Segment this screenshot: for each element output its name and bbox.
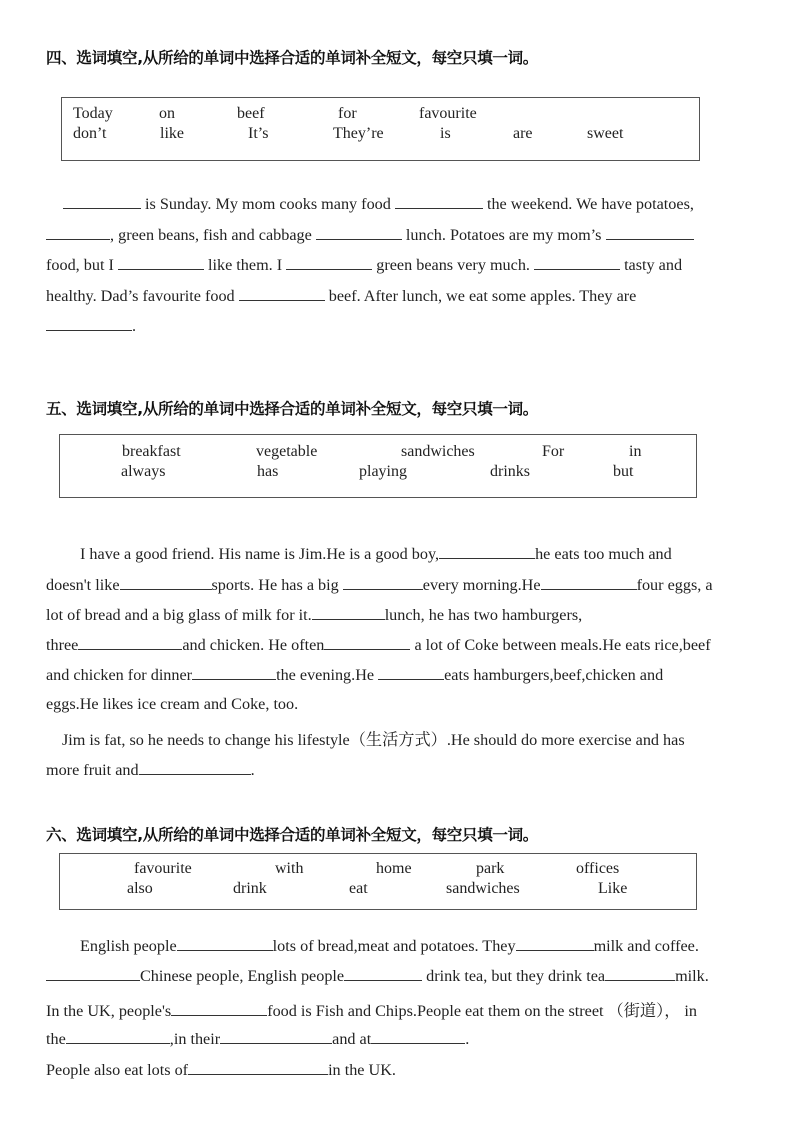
text: eggs.He likes ice cream and Coke, too. [46,695,299,713]
answer-blank[interactable] [177,936,273,951]
section-6-word-bank [59,853,697,910]
text: four eggs, a [636,576,713,594]
answer-blank[interactable] [192,665,276,680]
text: ,in their [169,1030,221,1048]
answer-blank[interactable] [286,255,372,270]
word: like [160,125,184,142]
word: park [476,860,505,877]
answer-blank[interactable] [344,966,422,981]
word: vegetable [256,443,318,460]
passage-line [46,575,713,595]
text: like them. I [203,256,287,274]
word: playing [359,463,407,480]
passage-line [46,997,697,1021]
text: the weekend. We have potatoes, [482,195,694,213]
text: lot of bread and a big glass of milk for it. [46,606,312,624]
text: . [132,317,137,335]
answer-blank[interactable] [343,575,423,590]
text: the [46,1030,66,1048]
answer-blank[interactable] [220,1029,332,1044]
word: offices [576,860,620,877]
word: in [629,443,642,460]
word: always [121,463,166,480]
word: sandwiches [446,880,520,897]
passage-line [63,194,694,214]
answer-blank[interactable] [188,1060,328,1075]
text: doesn't like [46,576,120,594]
text: beef. After lunch, we eat some apples. They are [324,287,637,305]
text: lots of bread,meat and potatoes. They [272,937,516,955]
passage-line [80,544,672,564]
text: . [250,761,255,779]
answer-blank[interactable] [378,665,444,680]
word: favourite [134,860,192,877]
answer-blank[interactable] [516,936,594,951]
text: lunch. Potatoes are my mom’s [401,226,606,244]
answer-blank[interactable] [316,225,402,240]
passage-line [46,665,663,685]
text: he eats too much and [535,545,672,563]
text: . [465,1030,470,1048]
text: I have a good friend. His name is Jim.He is a good boy, [80,545,440,563]
word: It’s [248,125,269,142]
text: , green beans, fish and cabbage [110,226,316,244]
text: tasty and [620,256,683,274]
word: Like [598,880,628,897]
text: healthy. Dad’s favourite food [46,287,239,305]
answer-blank[interactable] [541,575,637,590]
text: a lot of Coke between meals.He eats rice,beef [410,636,711,654]
passage-line [80,936,699,956]
answer-blank[interactable] [606,225,694,240]
word: drinks [490,463,530,480]
word: don’t [73,125,107,142]
answer-blank[interactable] [605,966,675,981]
passage-line [46,635,711,655]
word: eat [349,880,368,897]
passage-line [46,255,682,275]
text: in the UK. [328,1061,396,1079]
text: eats hamburgers,beef,chicken and [444,666,664,684]
answer-blank[interactable] [439,544,535,559]
word: drink [233,880,267,897]
section-4-word-bank [61,97,700,161]
word: on [159,105,175,122]
text: and chicken for dinner [46,666,193,684]
text: and at [332,1030,372,1048]
word: sweet [587,125,624,142]
word: For [542,443,565,460]
word: but [613,463,634,480]
answer-blank[interactable] [534,255,620,270]
answer-blank[interactable] [239,286,325,301]
section-5-word-bank [59,434,697,498]
word: sandwiches [401,443,475,460]
answer-blank[interactable] [46,966,140,981]
passage-line [46,225,694,245]
text: green beans very much. [372,256,535,274]
passage-line [46,695,298,714]
answer-blank[interactable] [118,255,204,270]
text: milk and coffee. [593,937,699,955]
word: also [127,880,153,897]
text: the evening.He [276,666,379,684]
word: home [376,860,412,877]
passage-line [46,605,582,625]
text: more fruit and [46,761,139,779]
word: with [275,860,304,877]
text: English people [80,937,177,955]
text: is Sunday. My mom cooks many food [141,195,395,213]
answer-blank[interactable] [312,605,385,620]
section-4-heading: 四、选词填空,从所给的单词中选择合适的单词补全短文，每空只填一词。 [46,49,538,67]
passage-line [46,316,136,336]
text: and chicken. He often [182,636,325,654]
text: People also eat lots of [46,1061,189,1079]
answer-blank[interactable] [66,1029,170,1044]
word: Today [73,105,113,122]
passage-line [46,760,255,780]
text: sports. He has a big [211,576,343,594]
text: food is Fish and Chips.People eat them on the street （街道）， in [267,1002,698,1020]
text: food, but I [46,256,118,274]
passage-line [46,286,636,306]
section-5-heading: 五、选词填空,从所给的单词中选择合适的单词补全短文，每空只填一词。 [46,400,538,418]
answer-blank[interactable] [395,194,483,209]
word: They’re [333,125,384,142]
text: Jim is fat, so he needs to change his lifestyle（生活方式）.He should do more exercise and has [62,731,685,749]
word: has [257,463,279,480]
text: milk. [675,967,709,985]
answer-blank[interactable] [63,194,141,209]
text: In the UK, people's [46,1002,172,1020]
word: breakfast [122,443,181,460]
word: is [440,125,451,142]
word: for [338,105,357,122]
passage-line [46,1060,396,1080]
text: Chinese people, English people [140,967,345,985]
passage-line [46,966,709,986]
answer-blank[interactable] [371,1029,465,1044]
word: beef [237,105,265,122]
word: favourite [419,105,477,122]
section-6-heading: 六、选词填空,从所给的单词中选择合适的单词补全短文，每空只填一词。 [46,826,538,844]
text: three [46,636,79,654]
answer-blank[interactable] [139,760,251,775]
text: lunch, he has two hamburgers, [384,606,583,624]
answer-blank[interactable] [171,1001,267,1016]
text: every morning.He [422,576,541,594]
answer-blank[interactable] [324,635,410,650]
passage-line [62,726,685,750]
word: are [513,125,533,142]
answer-blank[interactable] [46,316,132,331]
answer-blank[interactable] [46,225,110,240]
answer-blank[interactable] [120,575,212,590]
answer-blank[interactable] [78,635,182,650]
text: drink tea, but they drink tea [422,967,606,985]
passage-line [46,1029,469,1049]
